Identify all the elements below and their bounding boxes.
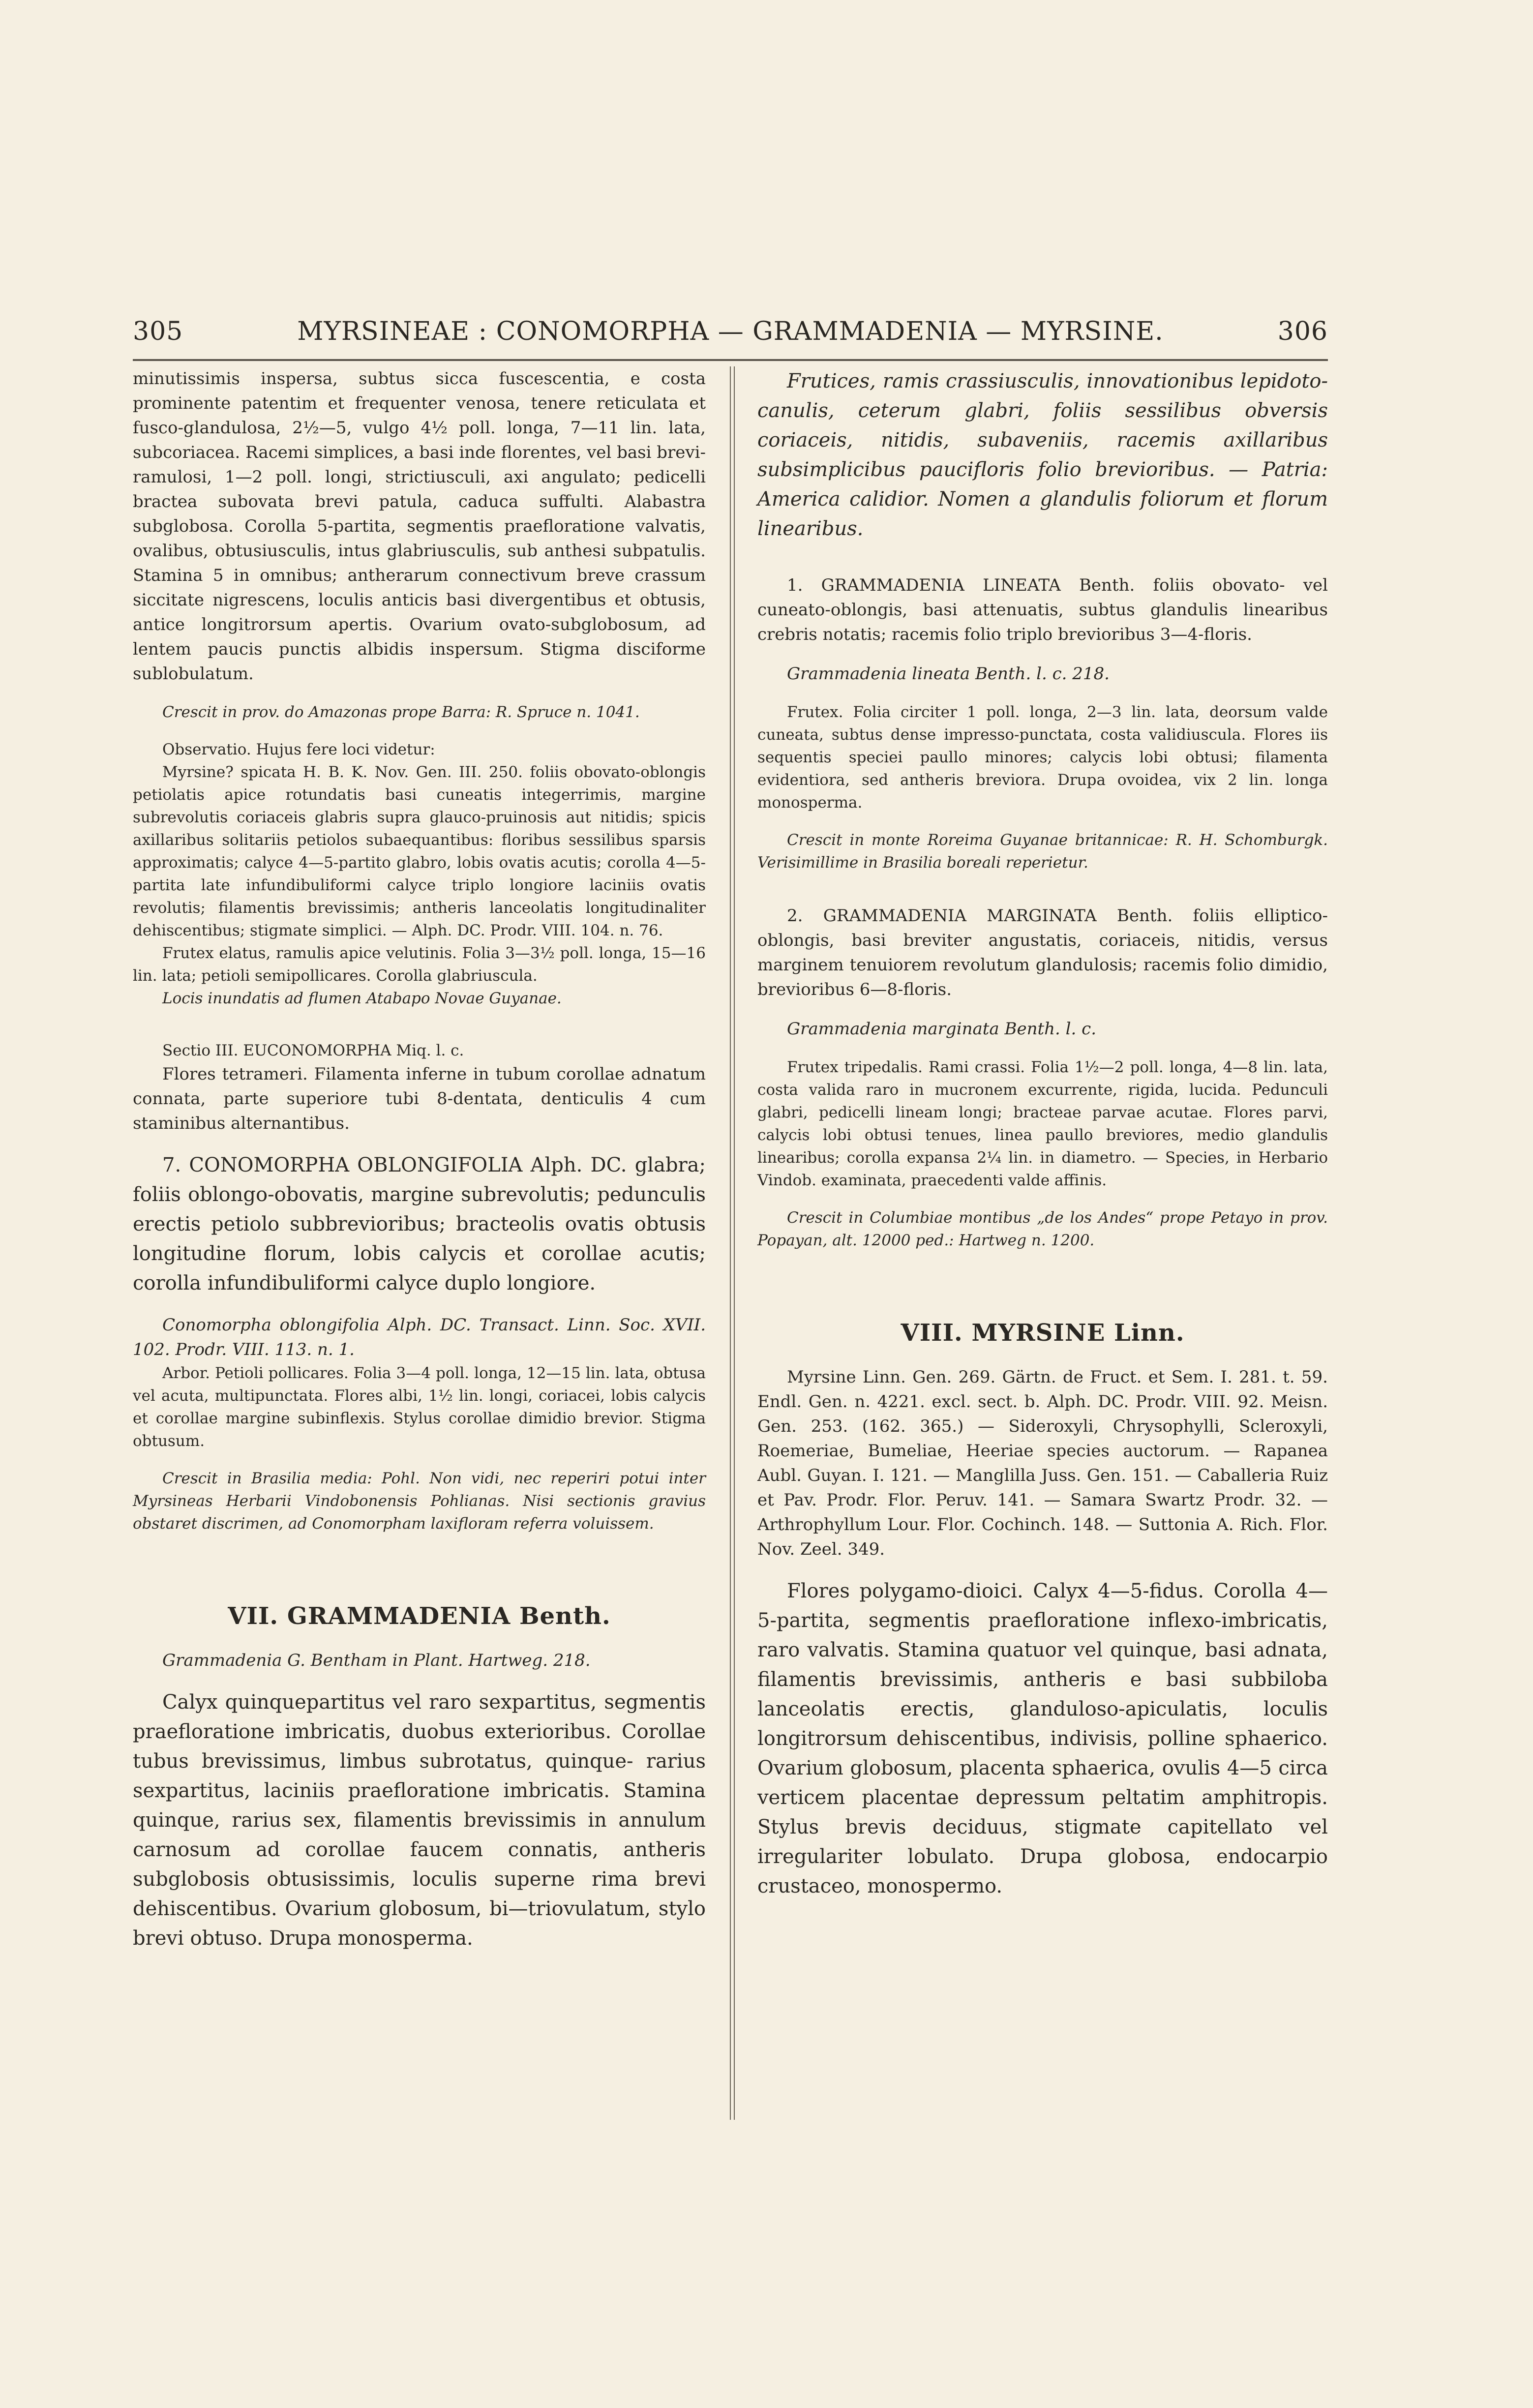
species-1-synonymy: Grammadenia lineata Benth. l. c. 218. bbox=[787, 664, 1110, 684]
species-2-synonymy: Grammadenia marginata Benth. l. c. bbox=[787, 1019, 1096, 1039]
section-description: Flores tetrameri. Filamenta inferne in tubum corollae adnatum connata, parte superiore tubi 8-dentata, denticulis 4 cum staminibus alternantibus. bbox=[133, 1064, 706, 1133]
genus-vii-habit: Frutices, ramis crassiusculis, innovationibus lepidoto-canulis, ceterum glabri, foliis sessilibus obversis coriaceis, nitidis, subaveniis, racemis axillaribus subsimplicibus paucifloris folio brevioribus. — Patria: America calidior. Nomen a glandulis foliorum et florum linearibus. bbox=[757, 370, 1328, 540]
right-column bbox=[757, 366, 1328, 1901]
genus-viii-description: Flores polygamo-dioici. Calyx 4—5-fidus. Corolla 4—5-partita, segmentis praefloratione inflexo-imbricatis, raro valvatis. Stamina quatuor vel quinque, basi adnata, filamentis brevissimis, antheris e basi subbiloba lanceolatis erectis, glanduloso-apiculatis, loculis longitrorsum dehiscentibus, indivisis, polline sphaerico. Ovarium globosum, placenta sphaerica, ovulis 4—5 circa verticem placentae depressum peltatim amphitropis. Stylus brevis deciduus, stigmate capitellato vel irregulariter lobulato. Drupa globosa, endocarpio crustaceo, monospermo. bbox=[757, 1580, 1328, 1897]
species-2-habitat: Crescit in Columbiae montibus „de los Andes“ prope Petayo in prov. Popayan, alt. 12000 ped.: Hartweg n. 1200. bbox=[757, 1209, 1328, 1249]
genus-viii-synonymy: Myrsine Linn. Gen. 269. Gärtn. de Fruct. et Sem. I. 281. t. 59. Endl. Gen. n. 4221. excl. sect. b. Alph. DC. Prodr. VIII. 92. Meisn. Gen. 253. (162. 365.) — Sideroxyli, Chrysophylli, Scleroxyli, Roemeriae, Bumeliae, Heeriae species auctorum. — Rapanea Aubl. Guyan. I. 121. — Manglilla Juss. Gen. 151. — Caballeria Ruiz et Pav. Prodr. Flor. Peruv. 141. — Samara Swartz Prodr. 32. — Arthrophyllum Lour. Flor. Cochinch. 148. — Suttonia A. Rich. Flor. Nov. Zeel. 349. bbox=[757, 1367, 1328, 1559]
genus-vii-reference: Grammadenia G. Bentham in Plant. Hartweg. 218. bbox=[162, 1651, 591, 1670]
column-divider bbox=[730, 366, 735, 2120]
running-title: MYRSINEAE : CONOMORPHA — GRAMMADENIA — MYRSINE. bbox=[297, 317, 1164, 346]
species-1-habitat: Crescit in monte Roreima Guyanae britannicae: R. H. Schomburgk. Verisimillime in Brasilia boreali reperietur. bbox=[757, 831, 1328, 872]
observation-text: Myrsine? spicata H. B. K. Nov. Gen. III. 250. foliis obovato-oblongis petiolatis apice rotundatis basi cuneatis integerrimis, margine subrevolutis coriaceis glabris supra glauco-pruinosis aut nitidis; spicis axillaribus solitariis petiolos subaequantibus: floribus sessilibus sparsis approximatis; calyce 4—5-partito glabro, lobis ovatis acutis; corolla 4—5-partita late infundibuliformi calyce triplo longiore laciniis ovatis revolutis; filamentis brevissimis; antheris lanceolatis longitudinaliter dehiscentibus; stigmate simplici. — Alph. DC. Prodr. VIII. 104. n. 76. bbox=[133, 763, 706, 939]
habitat-note: Crescit in prov. do Amazonas prope Barra: R. Spruce n. 1041. bbox=[162, 703, 640, 721]
species-7-diagnosis: 7. CONOMORPHA OBLONGIFOLIA Alph. DC. glabra; foliis oblongo-obovatis, margine subrevolutis; pedunculis erectis petiolo subbrevioribus; bracteolis ovatis obtusis longitudine florum, lobis calycis et corollae acutis; corolla infundibuliformi calyce duplo longiore. bbox=[133, 1154, 706, 1294]
description-continued: minutissimis inspersa, subtus sicca fuscescentia, e costa prominente patentim et frequenter venosa, tenere reticulata et fusco-glandulosa, 2½—5, vulgo 4½ poll. longa, 7—11 lin. lata, subcoriacea. Racemi simplices, a basi inde florentes, vel basi brevi-ramulosi, 1—2 poll. longi, strictiusculi, axi angulato; pedicelli bractea subovata brevi patula, caduca suffulti. Alabastra subglobosa. Corolla 5-partita, segmentis praefloratione valvatis, ovalibus, obtusiusculis, intus glabriusculis, sub anthesi subpatulis. Stamina 5 in omnibus; antherarum connectivum breve crassum siccitate nigrescens, loculis anticis basi divergentibus et obtusis, antice longitrorsum apertis. Ovarium ovato-subglobosum, ad lentem paucis punctis albidis inspersum. Stigma disciforme sublobulatum. bbox=[133, 369, 706, 684]
species-2-diagnosis: 2. GRAMMADENIA MARGINATA Benth. foliis elliptico-oblongis, basi breviter angustatis, coriaceis, nitidis, versus marginem tenuiorem revolutum glandulosis; racemis folio dimidio, brevioribus 6—8-floris. bbox=[757, 906, 1328, 999]
species-1-diagnosis: 1. GRAMMADENIA LINEATA Benth. foliis obovato- vel cuneato-oblongis, basi attenuatis, subtus glandulis linearibus crebris notatis; racemis folio triplo brevioribus 3—4-floris. bbox=[757, 575, 1328, 644]
section-heading: Sectio III. EUCONOMORPHA Miq. l. c. bbox=[162, 1042, 464, 1059]
species-7-description: Arbor. Petioli pollicares. Folia 3—4 poll. longa, 12—15 lin. lata, obtusa vel acuta, multipunctata. Flores albi, 1½ lin. longi, coriacei, lobis calycis et corollae margine subinflexis. Stylus corollae dimidio brevior. Stigma obtusum. bbox=[133, 1364, 706, 1450]
left-column bbox=[133, 366, 706, 1953]
species-2-description: Frutex tripedalis. Rami crassi. Folia 1½—2 poll. longa, 4—8 lin. lata, costa valida raro in mucronem excurrente, rigida, lucida. Pedunculi glabri, pedicelli lineam longi; bracteae parvae acutae. Flores parvi, calycis lobi obtusi tenues, linea paullo breviores, medio glandulis linearibus; corolla expansa 2¼ lin. in diametro. — Species, in Herbario Vindob. examinata, praecedenti valde affinis. bbox=[757, 1058, 1328, 1189]
species-1-description: Frutex. Folia circiter 1 poll. longa, 2—3 lin. lata, deorsum valde cuneata, subtus dense impresso-punctata, costa validiuscula. Flores iis sequentis speciei paullo minores; calycis lobi obtusi; filamenta evidentiora, sed antheris breviora. Drupa ovoidea, vix 2 lin. longa monosperma. bbox=[757, 703, 1328, 812]
observation-details: Frutex elatus, ramulis apice velutinis. Folia 3—3½ poll. longa, 15—16 lin. lata; petioli semipollicares. Corolla glabriuscula. bbox=[133, 944, 706, 985]
species-7-synonymy: Conomorpha oblongifolia Alph. DC. Transact. Linn. Soc. XVII. 102. Prodr. VIII. 113. n. 1. bbox=[133, 1315, 706, 1359]
species-7-habitat: Crescit in Brasilia media: Pohl. Non vidi, nec reperiri potui inter Myrsineas Herbarii Vindobonensis Pohlianas. Nisi sectionis gravius obstaret discrimen, ad Conomorpham laxifloram referra voluissem. bbox=[133, 1470, 706, 1533]
observation-locality: Locis inundatis ad flumen Atabapo Novae Guyanae. bbox=[162, 990, 562, 1007]
running-header bbox=[133, 315, 1328, 361]
observation-heading: Observatio. Hujus fere loci videtur: bbox=[162, 741, 435, 758]
genus-vii-description: Calyx quinquepartitus vel raro sexpartitus, segmentis praefloratione imbricatis, duobus exterioribus. Corollae tubus brevissimus, limbus subrotatus, quinque- rarius sexpartitus, laciniis praefloratione imbricatis. Stamina quinque, rarius sex, filamentis brevissimis in annulum carnosum ad corollae faucem connatis, antheris subglobosis obtusissimis, loculis superne rima brevi dehiscentibus. Ovarium globosum, bi—triovulatum, stylo brevi obtuso. Drupa monosperma. bbox=[133, 1691, 706, 1950]
genus-viii-title: VIII. MYRSINE Linn. bbox=[901, 1319, 1185, 1347]
page-number-left: 305 bbox=[133, 317, 183, 346]
page-number-right: 306 bbox=[1277, 317, 1328, 346]
genus-vii-title: VII. GRAMMADENIA Benth. bbox=[228, 1602, 611, 1630]
